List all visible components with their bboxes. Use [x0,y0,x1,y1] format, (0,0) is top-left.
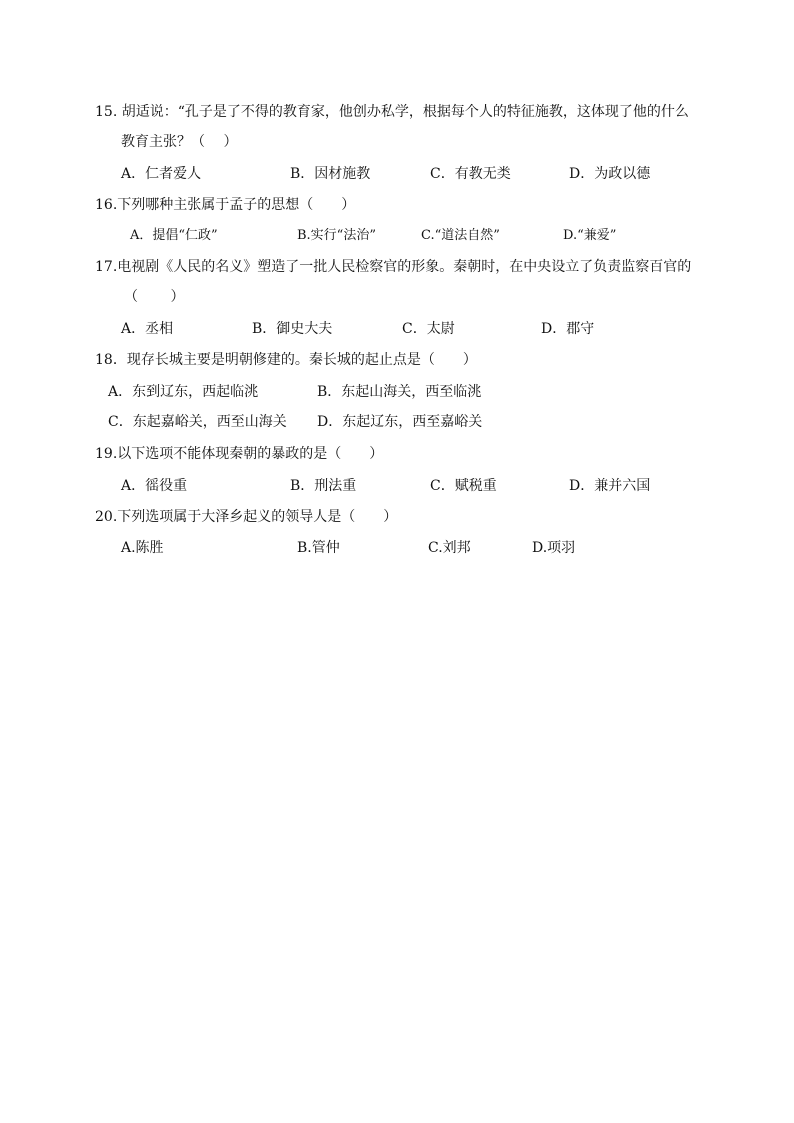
question-19-option-c[interactable]: C．赋税重 [430,478,497,494]
question-17-stem-line-1: 17.电视剧《人民的名义》塑造了一批人民检察官的形象。秦朝时，在中央设立了负责监察百官的 [95,259,692,275]
question-20-option-d[interactable]: D.项羽 [532,540,576,556]
question-17-stem-line-2: （ ） [124,289,185,305]
question-17-option-c[interactable]: C．太尉 [402,321,455,337]
question-18-option-d[interactable]: D．东起辽东，西至嘉峪关 [317,414,483,430]
question-20-option-a[interactable]: A.陈胜 [121,540,164,556]
question-16-stem: 16.下列哪种主张属于孟子的思想（ ） [95,197,356,213]
question-20-option-b[interactable]: B.管仲 [297,540,340,556]
question-15-option-d[interactable]: D．为政以德 [569,166,651,182]
question-16-option-b[interactable]: B.实行“法治” [297,228,376,243]
question-19-stem: 19.以下选项不能体现秦朝的暴政的是（ ） [95,446,384,462]
question-16-option-a[interactable]: A．提倡“仁政” [130,228,218,243]
question-18-option-a[interactable]: A．东到辽东，西起临洮 [108,384,259,400]
question-19-option-d[interactable]: D．兼并六国 [569,478,651,494]
question-20-option-c[interactable]: C.刘邦 [428,540,471,556]
question-15-option-a[interactable]: A．仁者爱人 [121,166,202,182]
question-15-option-b[interactable]: B．因材施教 [290,166,371,182]
question-17-option-d[interactable]: D．郡守 [541,321,595,337]
question-18-stem: 18．现存长城主要是明朝修建的。秦长城的起止点是（ ） [95,352,477,368]
question-16-option-c[interactable]: C.“道法自然” [421,228,500,243]
question-16-option-d[interactable]: D.“兼爱” [563,228,617,243]
question-19-option-b[interactable]: B．刑法重 [290,478,357,494]
question-15-option-c[interactable]: C．有教无类 [430,166,511,182]
question-17-option-a[interactable]: A．丞相 [121,321,174,337]
question-18-option-c[interactable]: C．东起嘉峪关，西至山海关 [108,414,287,430]
question-17-option-b[interactable]: B．御史大夫 [252,321,333,337]
question-15-stem-line-2: 教育主张？（ ） [121,134,238,150]
question-15-stem-line-1: 15. 胡适说：“孔子是了不得的教育家，他创办私学，根据每个人的特征施教，这体现了他的什么 [95,104,689,120]
question-19-option-a[interactable]: A．徭役重 [121,478,188,494]
question-20-stem: 20.下列选项属于大泽乡起义的领导人是（ ） [95,509,398,525]
question-18-option-b[interactable]: B．东起山海关，西至临洮 [317,384,482,400]
